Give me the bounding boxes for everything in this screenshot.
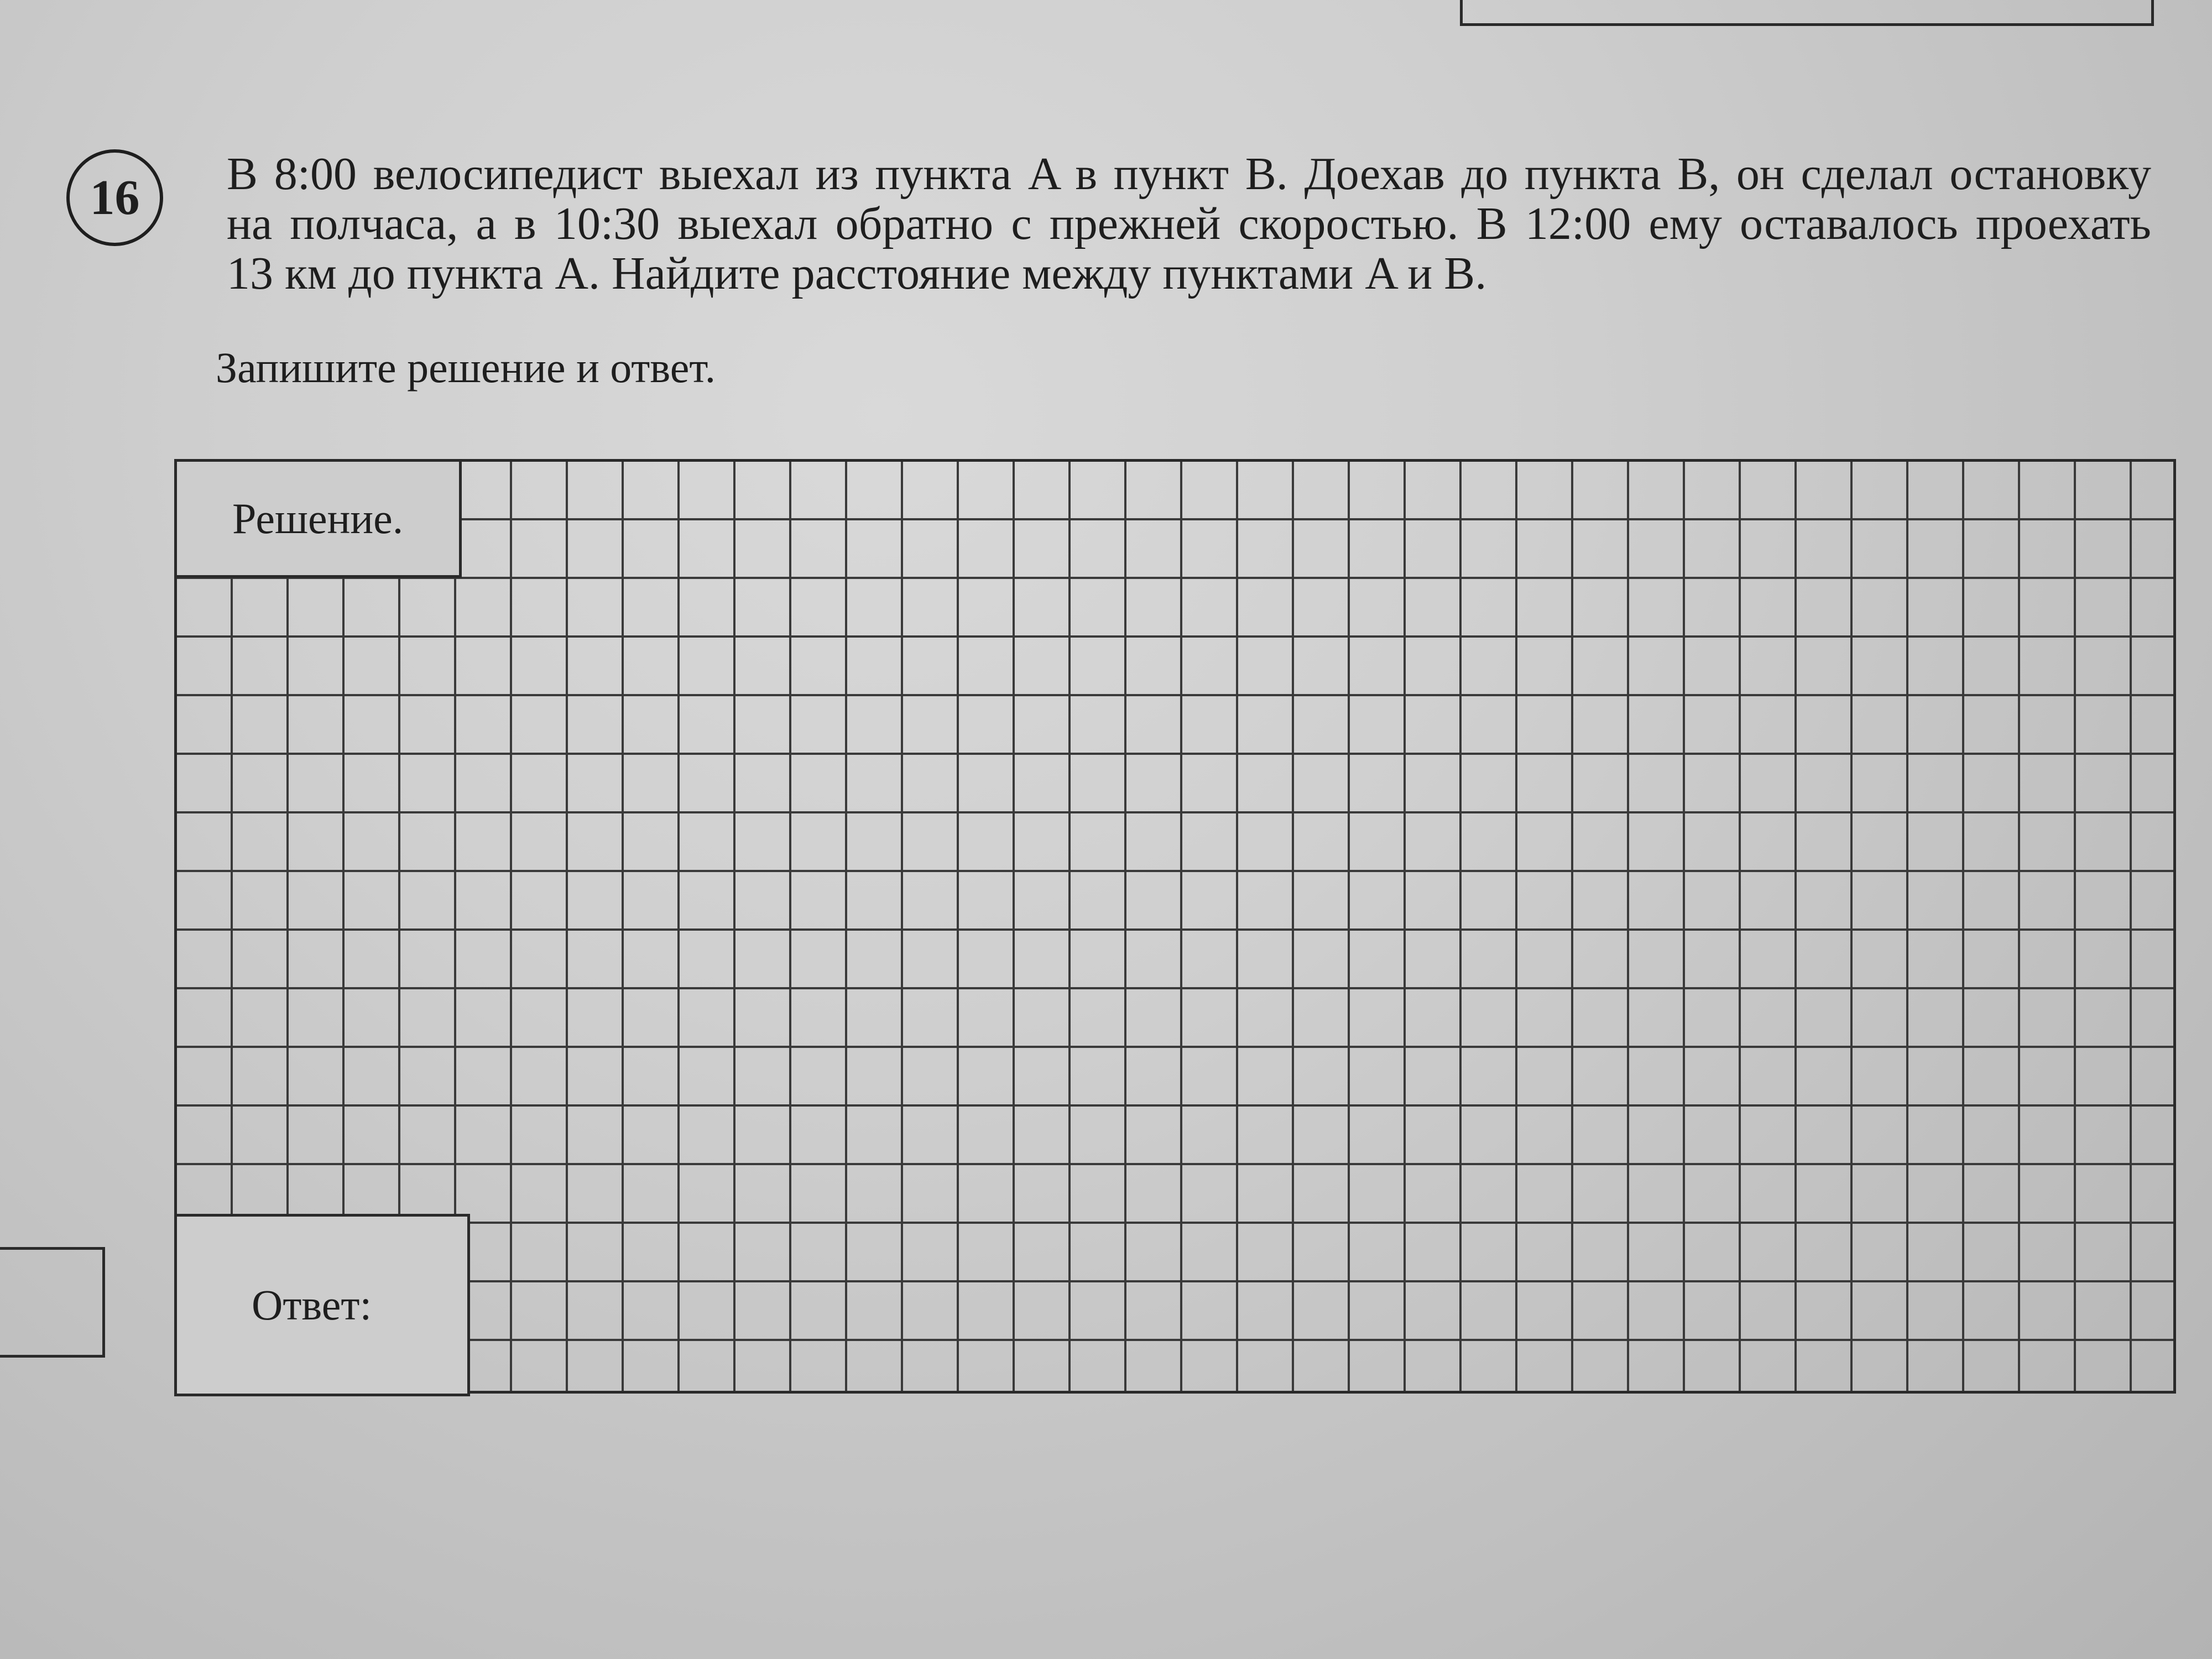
answer-grid[interactable] xyxy=(174,459,2176,1394)
problem-line-1: В 8:00 велосипедист выехал из пункта A в пункт B. Доехав до пункта B, он сделал остановку xyxy=(227,148,2151,200)
score-box[interactable] xyxy=(0,1247,105,1358)
problem-line-3: 13 км до пункта A. Найдите расстояние между пунктами A и B. xyxy=(227,248,1487,299)
problem-line-2: на полчаса, а в 10:30 выехал обратно с прежней скоростью. В 12:00 ему оставалось проехать xyxy=(227,198,2151,249)
header-answer-box xyxy=(1460,0,2154,26)
task-number-badge: 16 xyxy=(66,149,163,246)
answer-label: Ответ: xyxy=(174,1214,470,1396)
solution-label: Решение. xyxy=(174,459,462,578)
instruction-text: Запишите решение и ответ. xyxy=(216,343,716,392)
problem-statement xyxy=(227,149,2151,299)
